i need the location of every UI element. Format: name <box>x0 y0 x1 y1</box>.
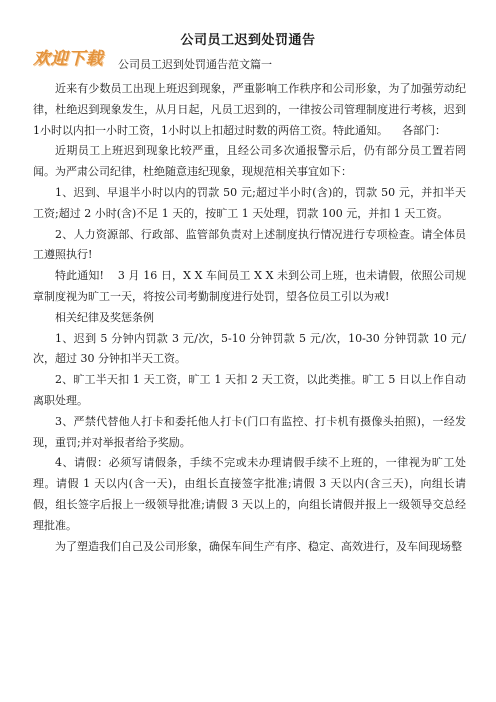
discipline-item-4: 4、请假：必须写请假条，手续不完或未办理请假手续不上班的，一律视为旷工处理。请假 1 天以内(含一天)，由组长直接签字批准;请假 3 天以内(含三天)，向组长请假，组长签字后报上一级领导批准;请假 3 天以上的，向组长请假并报上一级领导交总经理批准。 <box>33 456 466 532</box>
rule-item-1: 1、迟到、早退半小时以内的罚款 50 元;超过半小时(含)的，罚款 50 元，并扣半天工资;超过 2 小时(含)不足 1 天的，按旷工 1 天处理，罚款 100 元，并扣 1 天工资。 <box>33 185 466 220</box>
watermark-logo: 欢迎下载 <box>33 49 103 69</box>
document-body <box>33 79 466 557</box>
document-subtitle: 公司员工迟到处罚通告范文篇一 <box>118 58 272 71</box>
rule-item-2: 2、人力资源部、行政部、监管部负责对上述制度执行情况进行专项检查。请全体员工遵照执行! <box>33 227 466 262</box>
discipline-item-3: 3、严禁代替他人打卡和委托他人打卡(门口有监控、打卡机有摄像头拍照)，一经发现，重罚;并对举报者给予奖励。 <box>33 414 466 449</box>
discipline-item-2: 2、旷工半天扣 1 天工资，旷工 1 天扣 2 天工资，以此类推。旷工 5 日以上作自动离职处理。 <box>33 373 466 407</box>
paragraph-text: 近来有少数员工出现上班迟到现象，严重影响工作秩序和公司形象，为了加强劳动纪律，杜绝迟到现象发生，从月日起，凡员工迟到的，一律按公司管理制度进行考核，迟到1小时以内扣一小时工资，1小时以上扣超过时数的两倍工资。特此通知。 <box>33 82 466 137</box>
discipline-item-1: 1、迟到 5 分钟内罚款 3 元/次，5-10 分钟罚款 5 元/次，10-30 分钟罚款 10 元/次，超过 30 分钟扣半天工资。 <box>33 331 466 366</box>
document-title: 公司员工迟到处罚通告 <box>180 33 316 48</box>
salutation: 各部门： <box>402 123 446 137</box>
paragraph-closing: 为了塑造我们自己及公司形象，确保车间生产有序、稳定、高效进行，及车间现场整 <box>55 539 462 553</box>
notice-closing: 特此通知! <box>55 269 104 283</box>
section-heading-rules: 相关纪律及奖惩条例 <box>55 310 154 324</box>
paragraph-notice: 近期员工上班迟到现象比较严重，且经公司多次通报警示后，仍有部分员工置若罔闻。为严肃公司纪律，杜绝随意违纪现象，现规范相关事宜如下： <box>33 144 466 179</box>
absence-text: 3 月 16 日，X X 车间员工 X X 未到公司上班，也未请假，依照公司规章制度视为旷工一天，将按公司考勤制度进行处罚，望各位员工引以为戒! <box>33 269 467 303</box>
paragraph-intro <box>33 79 466 141</box>
paragraph-absence-notice <box>33 266 466 308</box>
